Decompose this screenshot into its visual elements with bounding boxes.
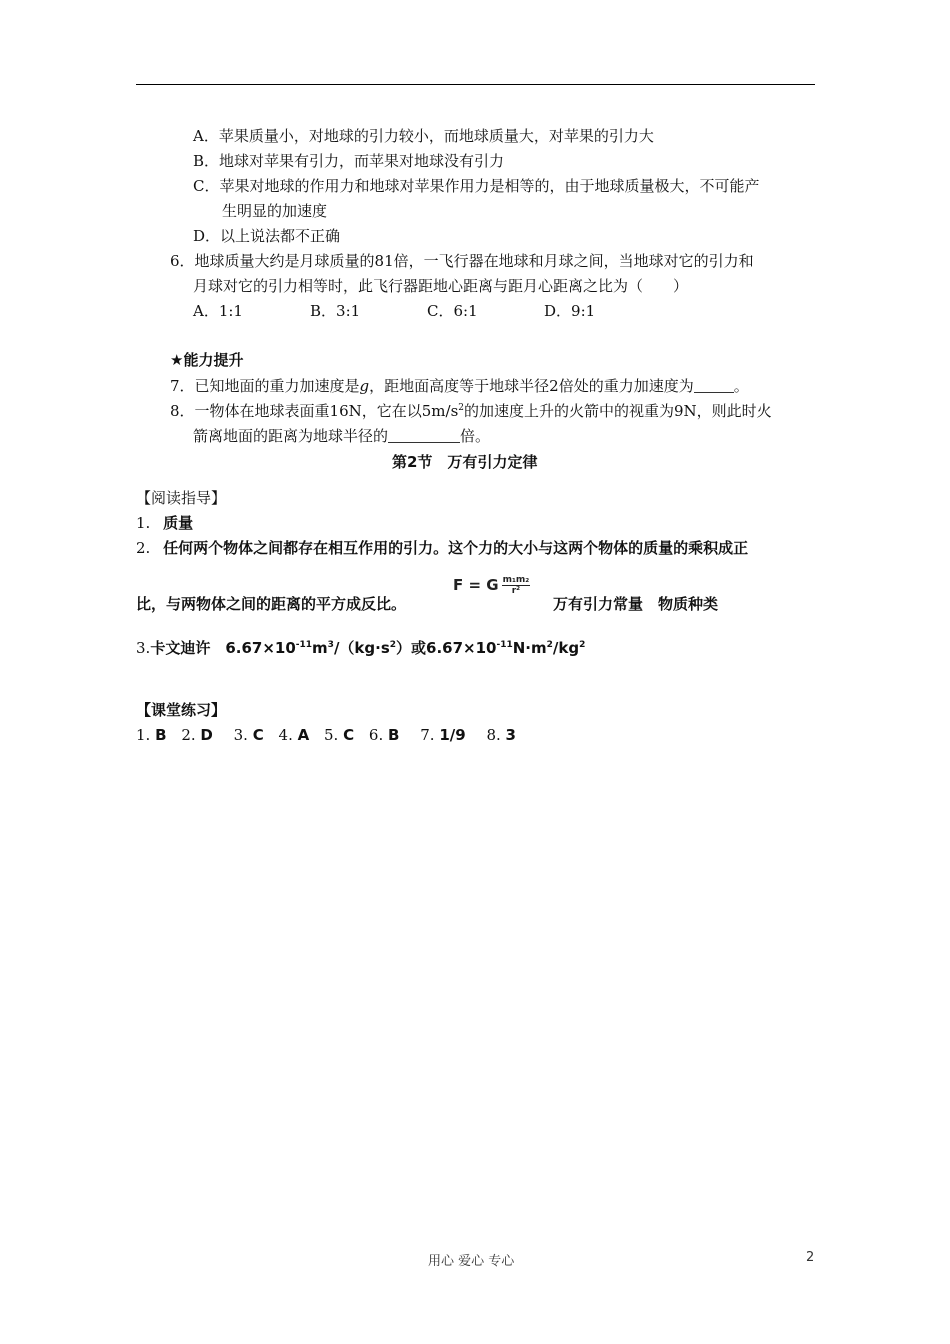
answer-3-number: 3. <box>136 639 151 657</box>
q6-option-c: C．6:1 <box>427 302 478 320</box>
q5-option-d: D．以上说法都不正确 <box>193 227 341 245</box>
q7-blank <box>694 378 734 393</box>
answer-2-number: 2. <box>136 539 151 557</box>
answer-1-number: 1. <box>136 514 151 532</box>
q5-option-b: B．地球对苹果有引力，而苹果对地球没有引力 <box>193 152 505 170</box>
answer-item-value: 3 <box>505 726 516 744</box>
answer-item-value: D <box>200 726 213 744</box>
q8-line2-pre: 箭离地面的距离为地球半径的 <box>193 427 389 445</box>
q6-option-a: A．1:1 <box>193 302 243 320</box>
q8-superscript: 2 <box>458 403 465 413</box>
q6-line2: 月球对它的引力相等时，此飞行器距地心距离与距月心距离之比为（ ） <box>193 277 689 295</box>
practice-answers <box>136 725 516 745</box>
reading-heading: 【阅读指导】 <box>136 489 227 507</box>
answer-item-value: B <box>388 726 400 744</box>
q8-text-mid: 的加速度上升的火箭中的视重为9N，则此时火 <box>464 402 772 420</box>
gravitation-formula <box>453 568 530 602</box>
ability-heading: ★能力提升 <box>170 351 244 369</box>
answer-item-num: 2. <box>181 726 196 744</box>
reading-answer-2-line1 <box>136 538 748 558</box>
formula-fraction <box>502 575 531 596</box>
q8-blank <box>388 428 460 443</box>
formula-denominator: r² <box>511 585 521 596</box>
formula-lhs: F = G <box>453 576 499 594</box>
answer-item-num: 5. <box>324 726 339 744</box>
answer-item-num: 4. <box>278 726 293 744</box>
answer-item-num: 3. <box>233 726 248 744</box>
answer-item-value: B <box>155 726 167 744</box>
q5-option-c-line2: 生明显的加速度 <box>222 202 328 220</box>
reading-answer-2-terms: 万有引力常量 物质种类 <box>553 595 719 613</box>
answer-2-text: 任何两个物体之间都存在相互作用的引力。这个力的大小与这两个物体的质量的乘积成正 <box>163 539 749 557</box>
formula-numerator: m₁m₂ <box>502 574 530 585</box>
q6-options <box>193 301 661 321</box>
answer-item-num: 6. <box>368 726 384 744</box>
q6-line1: 6．地球质量大约是月球质量的81倍，一飞行器在地球和月球之间，当地球对它的引力和 <box>170 252 754 270</box>
q8-text-pre: 8．一物体在地球表面重16N，它在以5m/s <box>170 402 459 420</box>
reading-answer-3 <box>136 638 585 658</box>
q7-text-pre: 7．已知地面的重力加速度是 <box>170 377 360 395</box>
q6-option-d: D．9:1 <box>544 302 596 320</box>
practice-heading: 【课堂练习】 <box>136 701 227 719</box>
answer-item-num: 7. <box>420 726 435 744</box>
answer-item-value: A <box>297 726 310 744</box>
answer-item-value: 1/9 <box>439 726 466 744</box>
footer-motto: 用心 爱心 专心 <box>428 1254 515 1269</box>
answer-item-value: C <box>343 726 355 744</box>
answer-3-text: 卡文迪许 $6.67\times 10^{-11}m^3/(kg\cdot s^2)$或$6.67\times 10^{-11}N\cdot m^2/kg^2$ <box>150 639 586 657</box>
q7 <box>170 376 749 396</box>
answer-item-num: 1. <box>136 726 151 744</box>
answer-item-value: C <box>252 726 264 744</box>
q6-option-b: B．3:1 <box>310 302 361 320</box>
q7-text-mid: ，距地面高度等于地球半径2倍处的重力加速度为 <box>369 377 694 395</box>
q8-line2 <box>193 426 490 446</box>
q5-option-c-line1: C．苹果对地球的作用力和地球对苹果作用力是相等的，由于地球质量极大，不可能产 <box>193 177 760 195</box>
reading-answer-2-line2: 比，与两物体之间的距离的平方成反比。 <box>136 595 407 613</box>
q8-line1 <box>170 401 772 421</box>
page-number: 2 <box>806 1250 815 1265</box>
q5-option-a: A．苹果质量小，对地球的引力较小，而地球质量大，对苹果的引力大 <box>193 127 654 145</box>
answer-item-num: 8. <box>486 726 501 744</box>
answer-1-text: 质量 <box>163 514 194 532</box>
q7-text-end: 。 <box>733 377 749 395</box>
q8-line2-end: 倍。 <box>460 427 491 445</box>
section-title: 第2节 万有引力定律 <box>392 453 538 471</box>
reading-answer-1 <box>136 513 193 533</box>
header-rule <box>136 84 815 85</box>
q7-variable: g <box>359 377 370 395</box>
